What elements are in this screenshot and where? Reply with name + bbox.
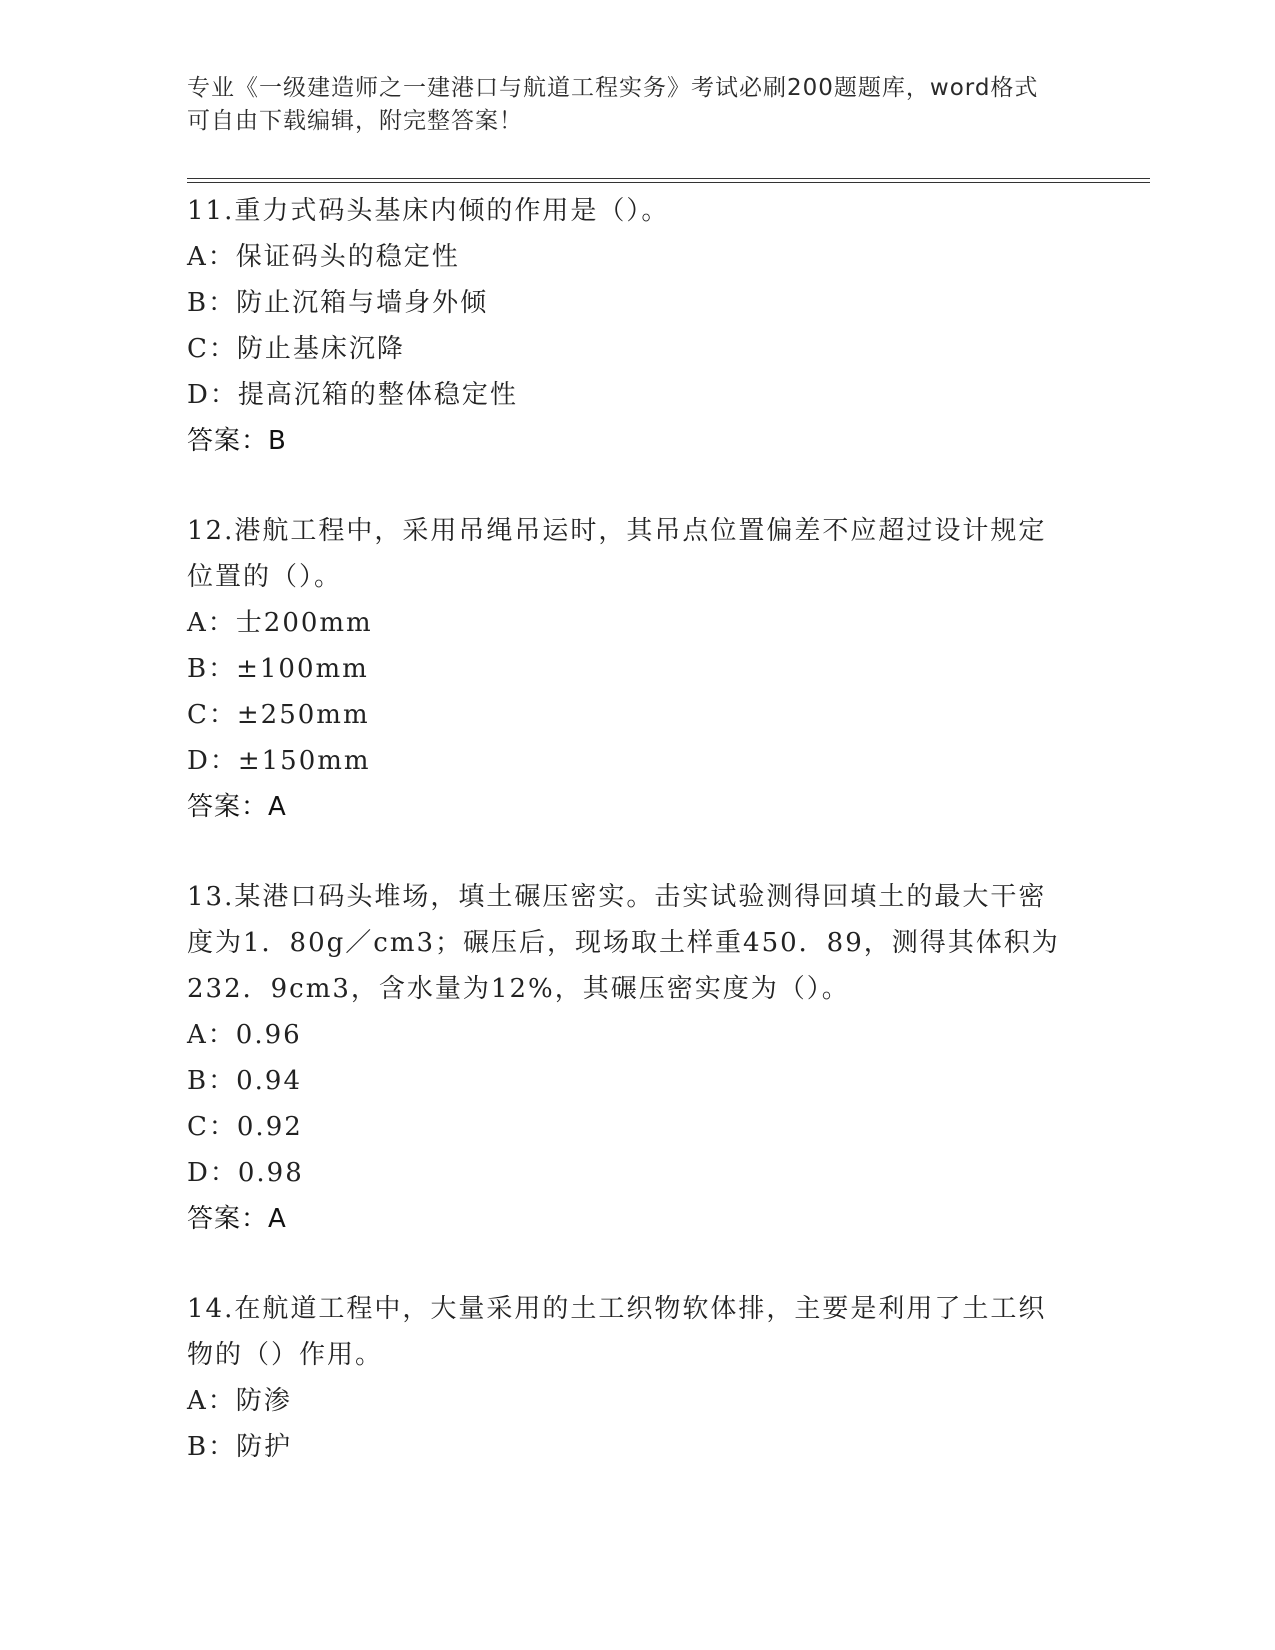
question-stem: 位置的（）。 [187,562,343,592]
question-14 [187,1286,1087,1470]
option-c: C：防止基床沉降 [187,334,405,364]
option-a: A：保证码头的稳定性 [187,242,460,272]
header-line-2: 可自由下载编辑，附完整答案！ [187,108,523,134]
option-a: A：防渗 [187,1386,292,1416]
question-stem: 12.港航工程中，采用吊绳吊运时，其吊点位置偏差不应超过设计规定 [187,516,1047,546]
spacer [187,464,1087,508]
option-b: B：防护 [187,1432,293,1462]
option-a: A：0.96 [187,1020,302,1050]
header-line-1: 专业《一级建造师之一建港口与航道工程实务》考试必刷200题题库，word格式 [187,75,1039,101]
answer: 答案：B [187,426,287,456]
option-d: D：提高沉箱的整体稳定性 [187,380,518,410]
question-stem: 度为1．80g／cm3；碾压后，现场取土样重450．89，测得其体积为 [187,928,1060,958]
question-list [187,188,1087,1470]
option-d: D：±150mm [187,746,371,776]
option-c: C：0.92 [187,1112,303,1142]
option-a: A：士200mm [187,608,373,638]
question-13 [187,874,1087,1242]
question-stem: 232．9cm3，含水量为12%，其碾压密实度为（）。 [187,974,850,1004]
option-d: D：0.98 [187,1158,304,1188]
question-stem: 物的（）作用。 [187,1340,384,1370]
answer: 答案：A [187,1204,287,1234]
option-b: B：防止沉箱与墙身外倾 [187,288,489,318]
option-b: B：0.94 [187,1066,302,1096]
question-11 [187,188,1087,464]
question-stem: 13.某港口码头堆场，填土碾压密实。击实试验测得回填土的最大干密 [187,882,1047,912]
option-c: C：±250mm [187,700,370,730]
question-12 [187,508,1087,830]
spacer [187,1242,1087,1286]
header-divider [187,178,1150,183]
document-header [187,72,1067,138]
spacer [187,830,1087,874]
answer: 答案：A [187,792,287,822]
question-stem: 11.重力式码头基床内倾的作用是（）。 [187,196,670,226]
question-stem: 14.在航道工程中，大量采用的土工织物软体排，主要是利用了土工织 [187,1294,1047,1324]
option-b: B：±100mm [187,654,369,684]
